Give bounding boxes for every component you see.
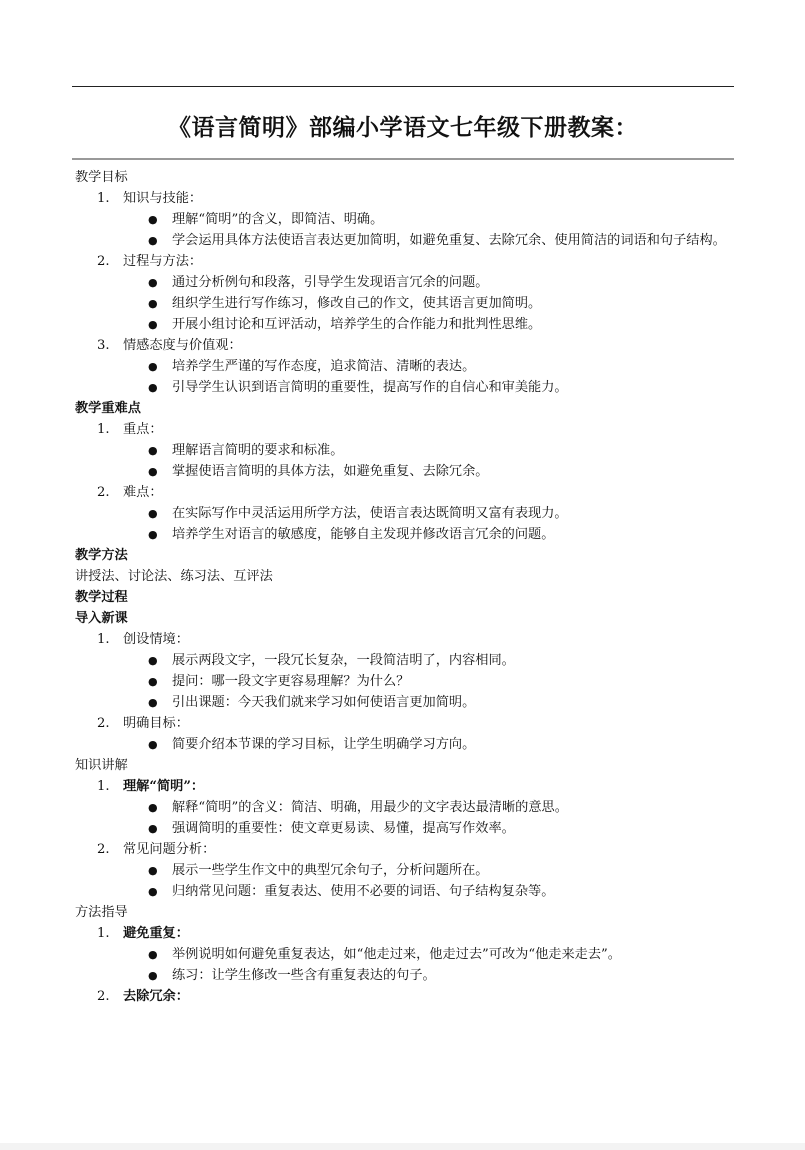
bullet-text: 举例说明如何避免重复表达，如“他走过来，他走过去”可改为“他走来走去”。 xyxy=(172,947,621,962)
bullet-icon: ● xyxy=(148,675,158,688)
bullet-icon: ● xyxy=(148,381,158,394)
bullet-icon: ● xyxy=(148,318,158,331)
bullet-item xyxy=(75,356,735,377)
bullet-text: 提问：哪一段文字更容易理解？为什么？ xyxy=(172,674,410,689)
bullet-icon: ● xyxy=(148,654,158,667)
item-label: 创设情境： xyxy=(123,632,189,647)
numbered-item xyxy=(75,419,735,440)
item-number: 2. xyxy=(97,485,110,500)
item-number: 1. xyxy=(97,422,110,437)
bullet-text: 理解“简明”的含义，即简洁、明确。 xyxy=(172,212,384,227)
bullet-item xyxy=(75,944,735,965)
item-number: 1. xyxy=(97,191,110,206)
bullet-text: 引导学生认识到语言简明的重要性，提高写作的自信心和审美能力。 xyxy=(172,380,568,395)
title-underline xyxy=(72,158,734,160)
numbered-item xyxy=(75,986,735,1007)
bullet-icon: ● xyxy=(148,234,158,247)
bullet-text: 理解语言简明的要求和标准。 xyxy=(172,443,344,458)
item-number: 1. xyxy=(97,926,110,941)
section-heading-intro: 导入新课 xyxy=(75,611,128,626)
bullet-text: 开展小组讨论和互评活动，培养学生的合作能力和批判性思维。 xyxy=(172,317,542,332)
section-heading-methods: 教学方法 xyxy=(75,548,128,563)
section-heading-process: 教学过程 xyxy=(75,590,128,605)
bullet-item xyxy=(75,818,735,839)
section-heading-goals: 教学目标 xyxy=(75,170,128,185)
item-label: 难点： xyxy=(123,485,163,500)
item-label: 知识与技能： xyxy=(123,191,203,206)
section-heading-keypoints: 教学重难点 xyxy=(75,401,141,416)
numbered-item xyxy=(75,335,735,356)
bullet-icon: ● xyxy=(148,696,158,709)
bullet-item xyxy=(75,524,735,545)
item-label: 避免重复： xyxy=(123,926,189,941)
item-label: 理解“简明”： xyxy=(123,779,205,794)
bullet-item xyxy=(75,272,735,293)
bullet-item xyxy=(75,293,735,314)
bullet-icon: ● xyxy=(148,969,158,982)
bullet-icon: ● xyxy=(148,276,158,289)
item-label: 过程与方法： xyxy=(123,254,203,269)
numbered-item xyxy=(75,251,735,272)
item-label: 常见问题分析： xyxy=(123,842,216,857)
methods-text: 讲授法、讨论法、练习法、互评法 xyxy=(75,569,273,584)
header-rule xyxy=(72,86,734,87)
bullet-item xyxy=(75,860,735,881)
bullet-icon: ● xyxy=(148,528,158,541)
item-label: 情感态度与价值观： xyxy=(123,338,242,353)
bullet-icon: ● xyxy=(148,507,158,520)
item-label: 明确目标： xyxy=(123,716,189,731)
bullet-icon: ● xyxy=(148,297,158,310)
item-number: 1. xyxy=(97,632,110,647)
bullet-item xyxy=(75,965,735,986)
bullet-text: 引出课题：今天我们就来学习如何使语言更加简明。 xyxy=(172,695,476,710)
bullet-icon: ● xyxy=(148,444,158,457)
bullet-icon: ● xyxy=(148,864,158,877)
numbered-item xyxy=(75,839,735,860)
bullet-icon: ● xyxy=(148,948,158,961)
bullet-item xyxy=(75,209,735,230)
bullet-text: 归纳常见问题：重复表达、使用不必要的词语、句子结构复杂等。 xyxy=(172,884,555,899)
bullet-icon: ● xyxy=(148,465,158,478)
item-number: 2. xyxy=(97,989,110,1004)
bullet-item xyxy=(75,881,735,902)
item-number: 3. xyxy=(97,338,110,353)
numbered-item xyxy=(75,713,735,734)
bullet-item xyxy=(75,671,735,692)
bullet-text: 解释“简明”的含义：简洁、明确，用最少的文字表达最清晰的意思。 xyxy=(172,800,568,815)
numbered-item xyxy=(75,188,735,209)
numbered-item xyxy=(75,629,735,650)
bullet-text: 培养学生严谨的写作态度，追求简洁、清晰的表达。 xyxy=(172,359,476,374)
bullet-text: 学会运用具体方法使语言表达更加简明，如避免重复、去除冗余、使用简洁的词语和句子结构。 xyxy=(172,233,726,248)
numbered-item xyxy=(75,482,735,503)
bullet-text: 掌握使语言简明的具体方法，如避免重复、去除冗余。 xyxy=(172,464,489,479)
bullet-item xyxy=(75,692,735,713)
bullet-item xyxy=(75,734,735,755)
bullet-item xyxy=(75,440,735,461)
bullet-icon: ● xyxy=(148,360,158,373)
bullet-text: 展示两段文字，一段冗长复杂，一段简洁明了，内容相同。 xyxy=(172,653,515,668)
bullet-icon: ● xyxy=(148,738,158,751)
bullet-text: 通过分析例句和段落，引导学生发现语言冗余的问题。 xyxy=(172,275,489,290)
bullet-item xyxy=(75,377,735,398)
bullet-text: 强调简明的重要性：使文章更易读、易懂，提高写作效率。 xyxy=(172,821,515,836)
bullet-item xyxy=(75,503,735,524)
numbered-item xyxy=(75,776,735,797)
bullet-text: 练习：让学生修改一些含有重复表达的句子。 xyxy=(172,968,436,983)
item-number: 2. xyxy=(97,842,110,857)
item-label: 重点： xyxy=(123,422,163,437)
section-heading-guidance: 方法指导 xyxy=(75,905,128,920)
item-number: 2. xyxy=(97,254,110,269)
bullet-icon: ● xyxy=(148,213,158,226)
bullet-text: 组织学生进行写作练习，修改自己的作文，使其语言更加简明。 xyxy=(172,296,542,311)
document-body xyxy=(75,167,735,1007)
section-heading-knowledge: 知识讲解 xyxy=(75,758,128,773)
bullet-item xyxy=(75,461,735,482)
bullet-icon: ● xyxy=(148,822,158,835)
bullet-item xyxy=(75,230,735,251)
item-number: 1. xyxy=(97,779,110,794)
bullet-item xyxy=(75,650,735,671)
bullet-item xyxy=(75,314,735,335)
bullet-icon: ● xyxy=(148,885,158,898)
bullet-text: 简要介绍本节课的学习目标，让学生明确学习方向。 xyxy=(172,737,476,752)
bullet-item xyxy=(75,797,735,818)
document-title: 《语言简明》部编小学语文七年级下册教案： xyxy=(168,114,638,141)
bullet-text: 展示一些学生作文中的典型冗余句子，分析问题所在。 xyxy=(172,863,489,878)
item-number: 2. xyxy=(97,716,110,731)
item-label: 去除冗余： xyxy=(123,989,189,1004)
numbered-item xyxy=(75,923,735,944)
bullet-text: 培养学生对语言的敏感度，能够自主发现并修改语言冗余的问题。 xyxy=(172,527,555,542)
bullet-icon: ● xyxy=(148,801,158,814)
bullet-text: 在实际写作中灵活运用所学方法，使语言表达既简明又富有表现力。 xyxy=(172,506,568,521)
